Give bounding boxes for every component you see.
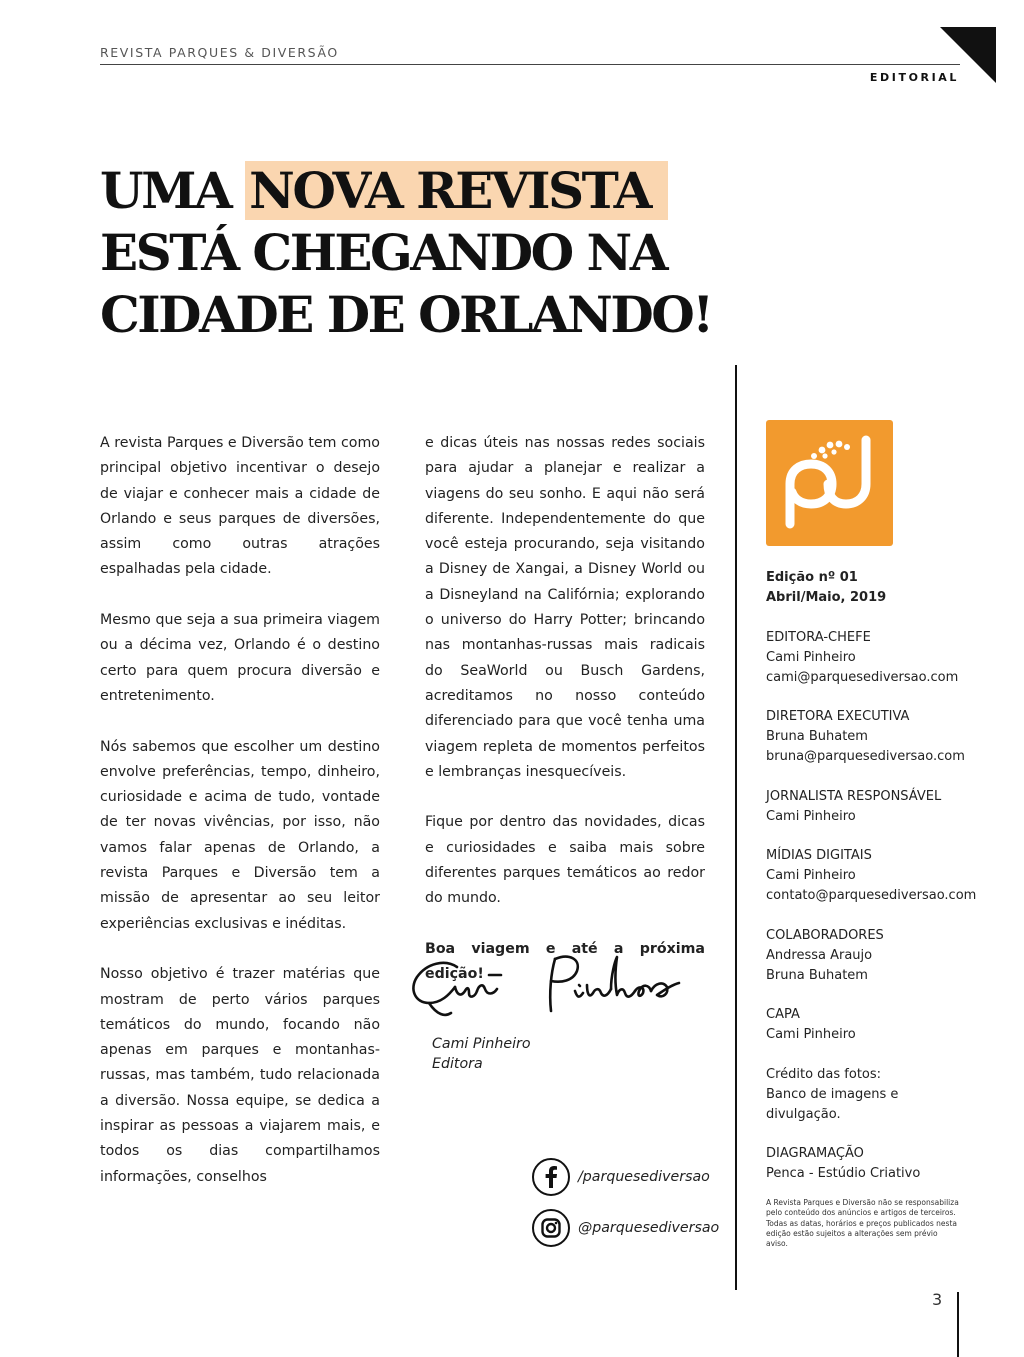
facebook-handle[interactable]: /parquesediversao: [578, 1169, 710, 1185]
credit-label: DIAGRAMAÇÃO: [766, 1146, 864, 1161]
credit-journalist: [766, 787, 971, 827]
pd-logo-mark: [766, 420, 893, 546]
credit-label: CAPA: [766, 1007, 800, 1022]
headline-line-1: [100, 160, 750, 222]
credit-name: Andressa Araujo: [766, 947, 873, 963]
paragraph: Fique por dentro das novidades, dicas e curiosidades e saiba mais sobre diferentes parques temáticos ao redor do mundo.: [425, 814, 705, 907]
credit-label: EDITORA-CHEFE: [766, 629, 871, 645]
page-number: 3: [932, 1290, 943, 1309]
column-divider: [735, 365, 737, 1290]
credit-label: Crédito das fotos:: [766, 1066, 882, 1082]
header-divider: [100, 64, 960, 65]
closing-line: Boa viagem e até a próxima edição!: [425, 940, 705, 983]
credit-digital: [766, 846, 977, 906]
page-number-rule: [957, 1292, 959, 1357]
credit-email[interactable]: contato@parquesediversao.com: [766, 888, 977, 903]
credit-name: Penca - Estúdio Criativo: [766, 1166, 921, 1181]
signature-image: [405, 945, 685, 1035]
credit-cover: [766, 1005, 971, 1045]
headline-highlight: NOVA REVISTA: [245, 161, 668, 220]
credit-label: DIRETORA EXECUTIVA: [766, 709, 910, 724]
edition-date: Abril/Maio, 2019: [766, 590, 887, 605]
credit-name: Cami Pinheiro: [766, 868, 856, 883]
credit-email[interactable]: bruna@parquesediversao.com: [766, 749, 965, 764]
headline-line-2: ESTÁ CHEGANDO NA: [100, 223, 667, 282]
instagram-handle[interactable]: @parquesediversao: [578, 1220, 720, 1236]
signature-role: Editora: [432, 1056, 483, 1072]
edition-number: Edição nº 01: [766, 570, 858, 585]
credit-label: JORNALISTA RESPONSÁVEL: [766, 788, 942, 804]
paragraph: A revista Parques e Diversão tem como principal objetivo incentivar o desejo de viajar e conhecer mais a cidade de Orlando e seus parques de diversões, assim como outras atrações espalhadas pela cidade.: [100, 435, 380, 578]
section-label: EDITORIAL: [869, 71, 959, 84]
paragraph: e dicas úteis nas nossas redes sociais para ajudar a planejar e realizar a viagens do seu sonho. E aqui não será diferente. Independentemente do que você esteja procurando, seja visitando a Disney de Xangai, a Disney World ou a Disneyland na Califórnia; explorando o universo do Harry Potter; brincando nas montanhas-russas mais radicais do SeaWorld ou Busch Gardens, acreditamos no nosso conteúdo diferenciado para que você tenha uma viagem repleta de momentos perfeitos e lembranças inesquecíveis.: [425, 435, 705, 780]
credit-name: Cami Pinheiro: [766, 1027, 856, 1042]
credit-photos: [766, 1065, 971, 1125]
headline: [100, 160, 750, 346]
disclaimer: A Revista Parques e Diversão não se responsabiliza pelo conteúdo dos anúncios e artigos de terceiros. Todas as datas, horários e preços publicados nesta edição estão sujeitos a alterações sem prévio aviso.: [766, 1198, 959, 1249]
credit-name: Bruna Buhatem: [766, 967, 868, 983]
paragraph: Nosso objetivo é trazer matérias que mostram de perto vários parques temáticos do mundo, focando não apenas em parques e montanhas-russas, mas também, tudo relacionada a diversão. Nossa equipe, se dedica a inspirar as pessoas a viajarem mais, e todos os dias compartilhamos informações, conselhos: [100, 966, 380, 1185]
facebook-link[interactable]: [532, 1158, 710, 1196]
credits-sidebar: [766, 568, 977, 1204]
credit-email[interactable]: cami@parquesediversao.com: [766, 669, 959, 685]
magazine-logo: [766, 420, 893, 546]
credit-name: Cami Pinheiro: [766, 808, 856, 824]
credit-label: MÍDIAS DIGITAIS: [766, 848, 872, 863]
credit-collaborators: [766, 926, 971, 986]
facebook-icon: [532, 1158, 570, 1196]
credit-editor: [766, 628, 971, 688]
headline-pre: UMA: [100, 161, 246, 220]
article-column-2: [425, 431, 705, 1013]
signature-caption: [432, 1034, 531, 1074]
credit-label: COLABORADORES: [766, 927, 884, 943]
signature-name: Cami Pinheiro: [432, 1036, 531, 1052]
edition-info: [766, 568, 971, 608]
credit-director: [766, 707, 971, 767]
instagram-link[interactable]: [532, 1209, 719, 1247]
headline-line-3: CIDADE DE ORLANDO!: [100, 285, 712, 344]
instagram-icon: [532, 1209, 570, 1247]
credit-name: Bruna Buhatem: [766, 729, 868, 744]
paragraph: Nós sabemos que escolher um destino envolve preferências, tempo, dinheiro, curiosidade e acima de tudo, vontade de ter novas vivências, por isso, não vamos falar apenas de Orlando, a revista Parques e Diversão tem a missão de apresentar ao seu leitor experiências exclusivas e inéditas.: [100, 738, 380, 932]
article-column-1: [100, 431, 380, 1215]
credit-layout: [766, 1144, 971, 1184]
credit-name: Banco de imagens e divulgação.: [766, 1086, 899, 1122]
paragraph: Mesmo que seja a sua primeira viagem ou a décima vez, Orlando é o destino certo para quem procura diversão e entretenimento.: [100, 612, 380, 704]
magazine-name: REVISTA PARQUES & DIVERSÃO: [100, 45, 339, 60]
credit-name: Cami Pinheiro: [766, 649, 856, 665]
